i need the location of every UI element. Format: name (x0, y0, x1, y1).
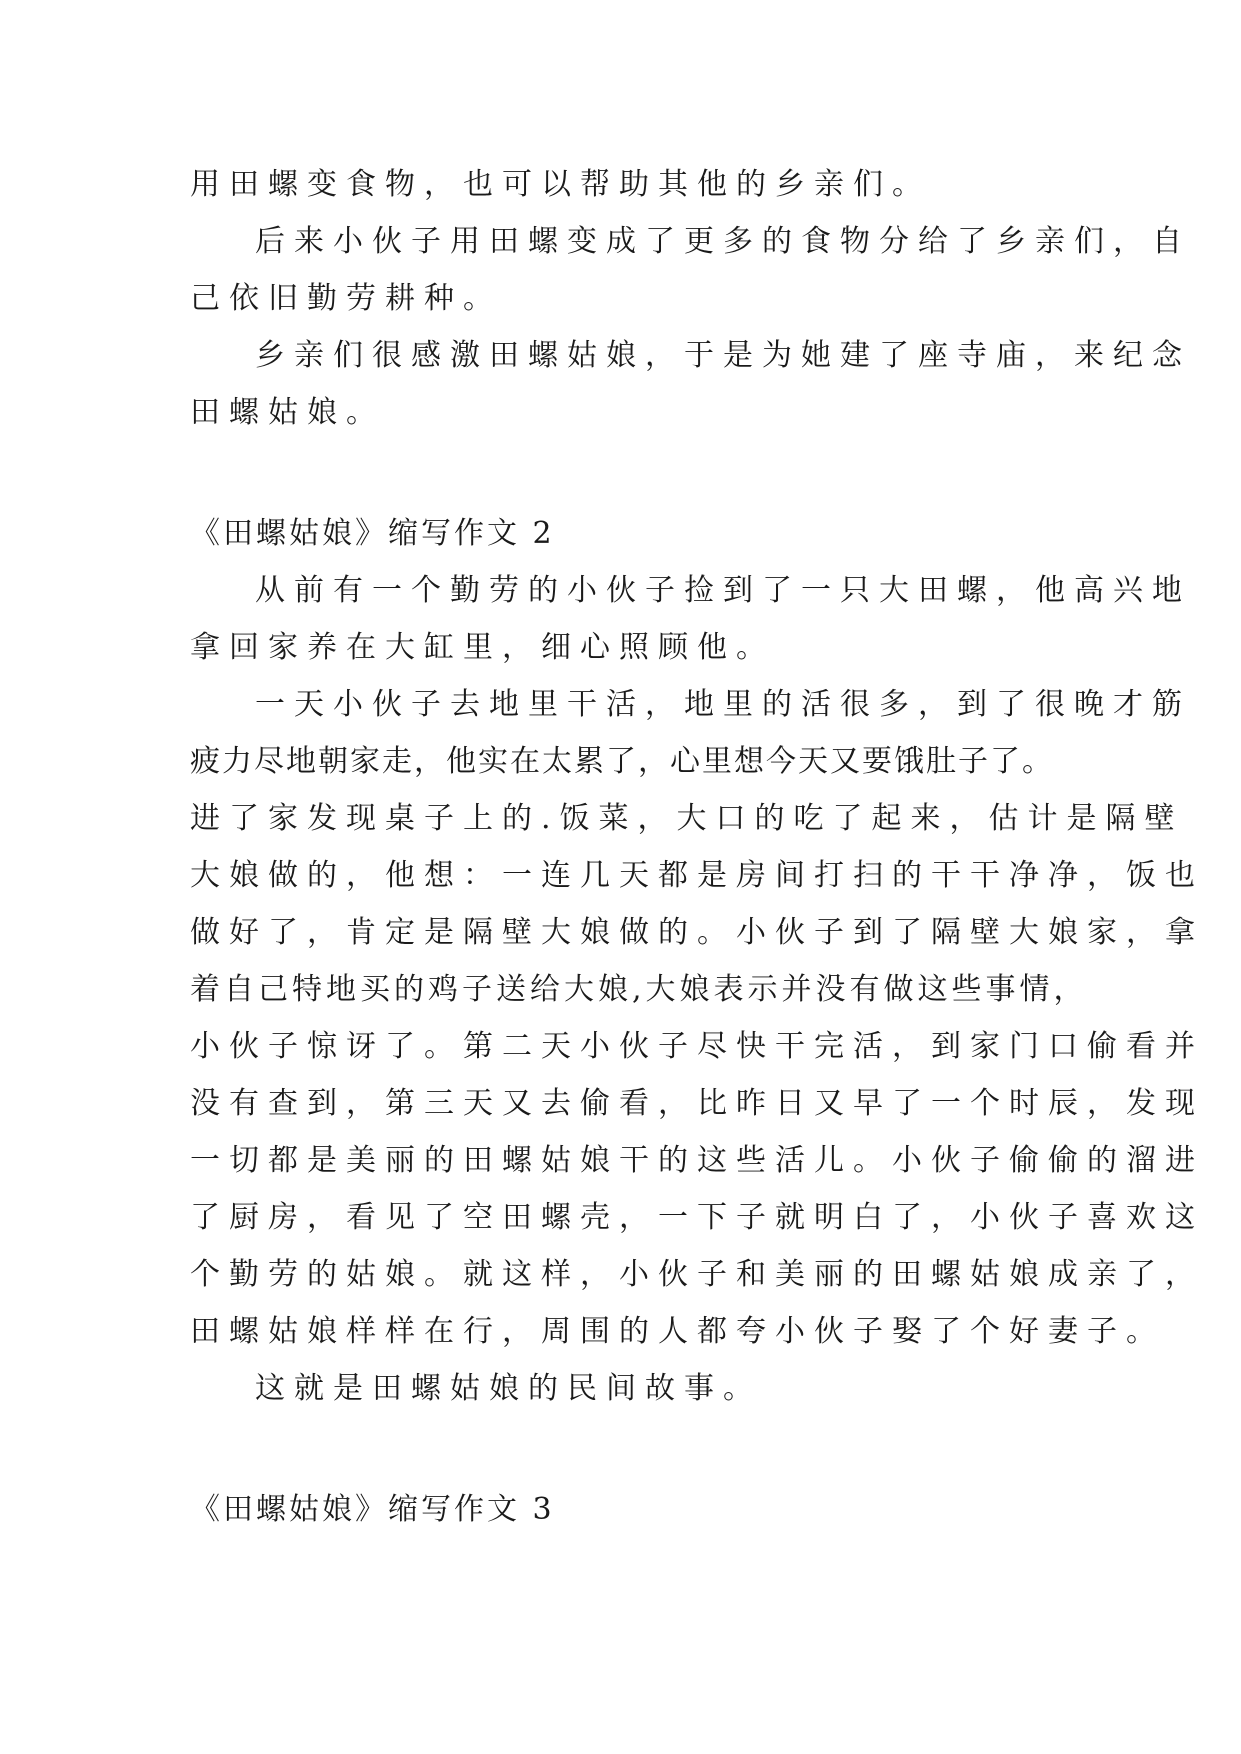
paragraph-line: 己依旧勤劳耕种。 (190, 281, 502, 316)
section-heading: 《田螺姑娘》缩写作文 3 (190, 1492, 555, 1527)
paragraph-line: 个勤劳的姑娘。就这样，小伙子和美丽的田螺姑娘成亲了， (190, 1257, 1204, 1292)
paragraph-line: 田螺姑娘。 (190, 395, 385, 430)
paragraph-line: 用田螺变食物，也可以帮助其他的乡亲们。 (190, 167, 931, 202)
paragraph-line: 从前有一个勤劳的小伙子捡到了一只大田螺，他高兴地 (255, 573, 1191, 608)
paragraph-line: 进了家发现桌子上的.饭菜，大口的吃了起来，估计是隔壁 (190, 801, 1184, 836)
paragraph-line: 田螺姑娘样样在行，周围的人都夸小伙子娶了个好妻子。 (190, 1314, 1165, 1349)
paragraph-line: 疲力尽地朝家走，他实在太累了，心里想今天又要饿肚子了。 (190, 744, 1054, 779)
paragraph-line: 拿回家养在大缸里，细心照顾他。 (190, 630, 775, 665)
paragraph-line: 了厨房，看见了空田螺壳，一下子就明白了，小伙子喜欢这 (190, 1200, 1204, 1235)
paragraph-line: 没有查到，第三天又去偷看，比昨日又早了一个时辰，发现 (190, 1086, 1204, 1121)
paragraph-line: 后来小伙子用田螺变成了更多的食物分给了乡亲们，自 (255, 224, 1191, 259)
paragraph-line: 乡亲们很感激田螺姑娘，于是为她建了座寺庙，来纪念 (255, 338, 1191, 373)
paragraph-line: 一天小伙子去地里干活，地里的活很多，到了很晚才筋 (255, 687, 1191, 722)
paragraph-line: 着自己特地买的鸡子送给大娘,大娘表示并没有做这些事情， (190, 972, 1088, 1007)
paragraph-line: 做好了，肯定是隔壁大娘做的。小伙子到了隔壁大娘家，拿 (190, 915, 1204, 950)
paragraph-line: 这就是田螺姑娘的民间故事。 (255, 1371, 762, 1406)
section-heading: 《田螺姑娘》缩写作文 2 (190, 516, 555, 551)
paragraph-line: 一切都是美丽的田螺姑娘干的这些活儿。小伙子偷偷的溜进 (190, 1143, 1204, 1178)
paragraph-line: 小伙子惊讶了。第二天小伙子尽快干完活，到家门口偷看并 (190, 1029, 1204, 1064)
paragraph-line: 大娘做的，他想：一连几天都是房间打扫的干干净净，饭也 (190, 858, 1204, 893)
